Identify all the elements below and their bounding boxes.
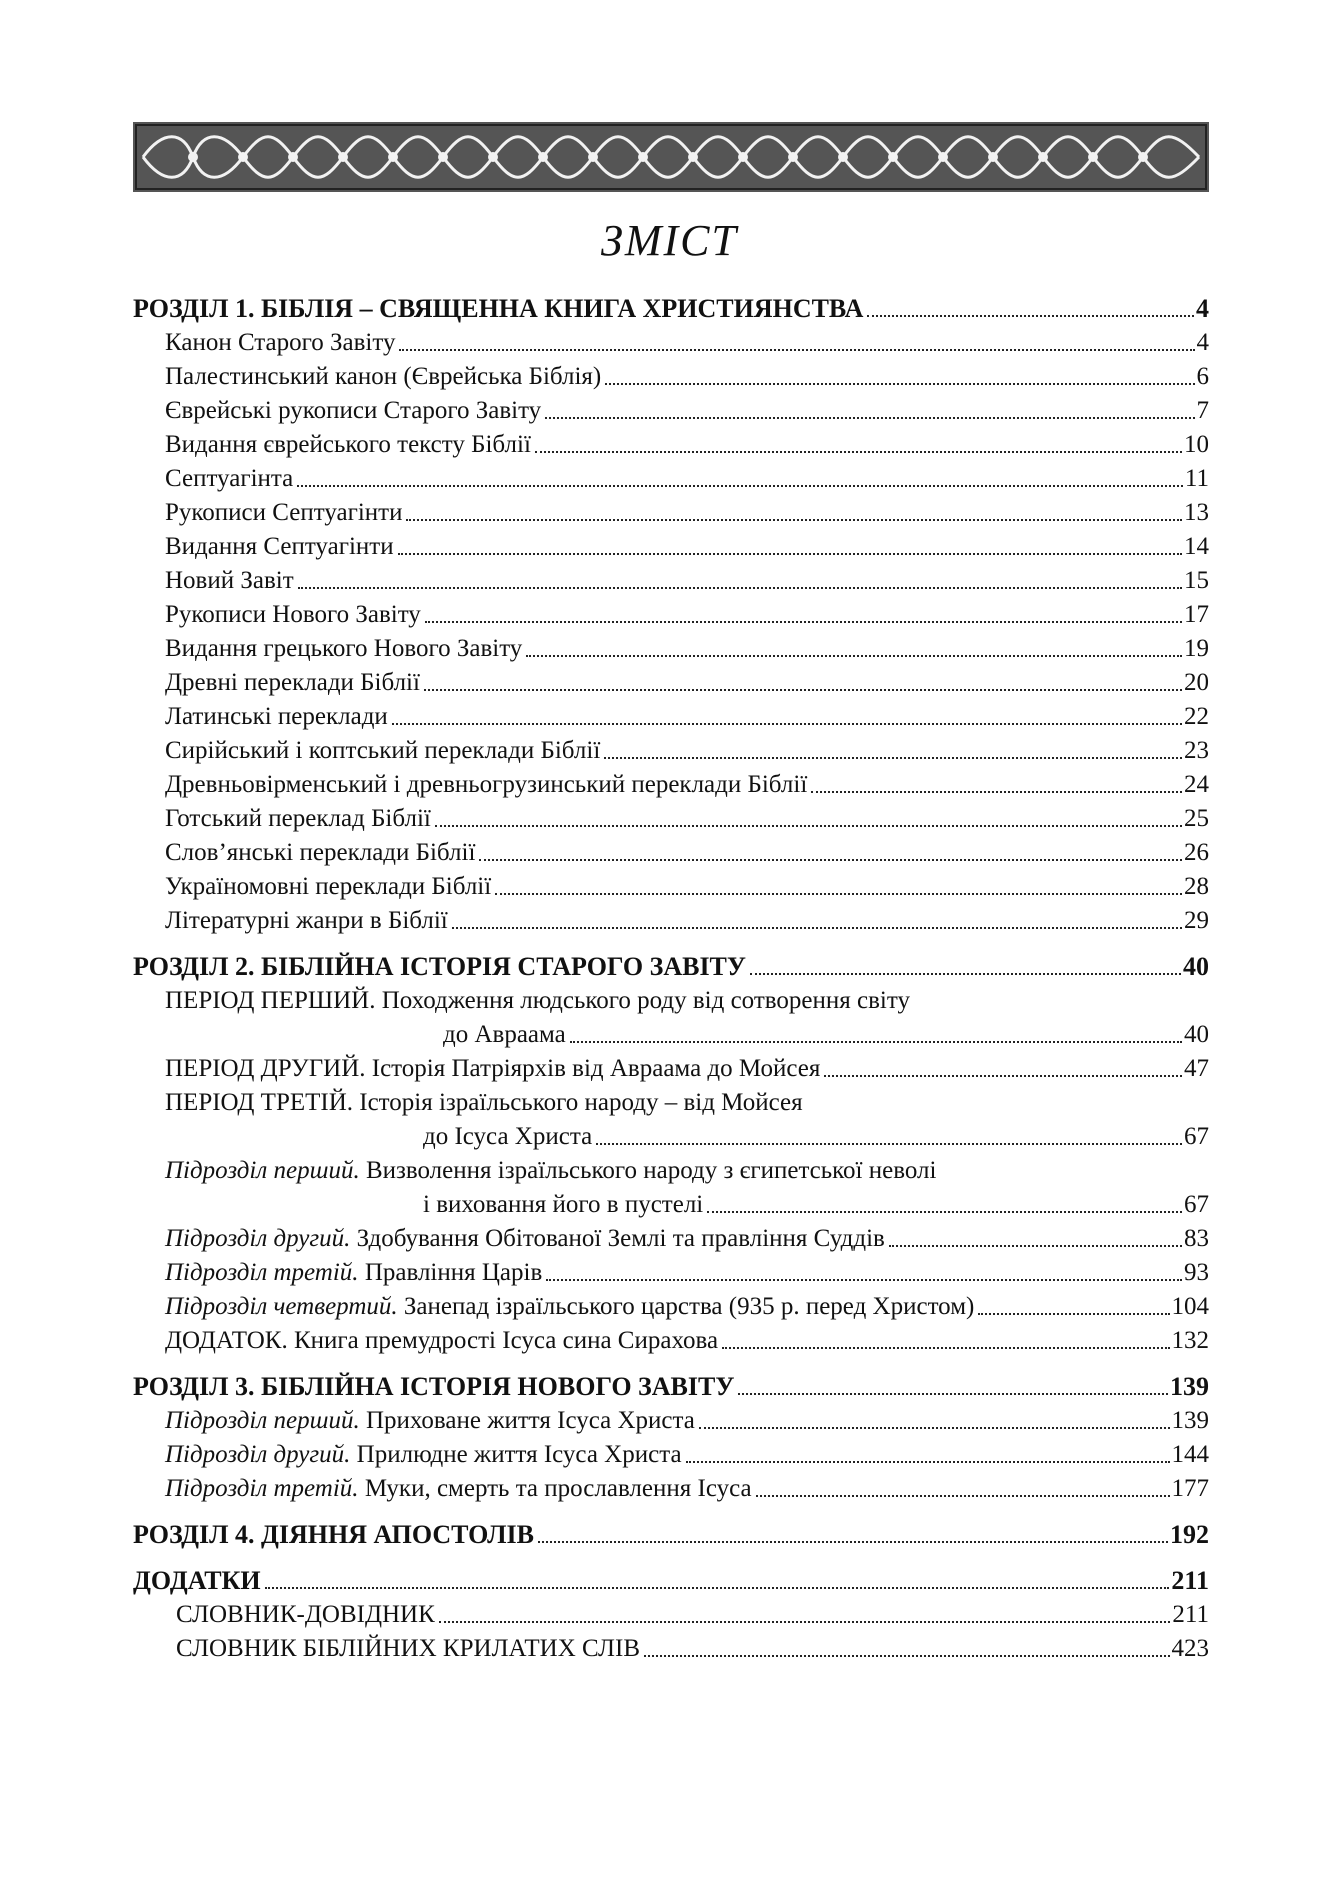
leader-dots [978,1313,1169,1315]
page-title: ЗМІСТ [601,216,738,265]
table-of-contents [133,290,1209,1664]
toc-entry-title: Прилюдне життя Ісуса Христа [356,1441,682,1468]
toc-entry[interactable] [133,596,1209,630]
leader-dots [439,1621,1171,1623]
toc-entry-page: 139 [1171,1407,1209,1434]
toc-entry-page: 15 [1184,567,1209,594]
toc-entry-continuation[interactable] [133,1186,1209,1220]
toc-entry-continuation[interactable] [133,1016,1209,1050]
toc-entry[interactable] [133,1050,1209,1084]
toc-entry[interactable] [133,358,1209,392]
leader-dots [435,825,1182,827]
toc-entry-page: 211 [1172,1601,1209,1628]
leader-dots [756,1495,1170,1497]
toc-entry-title: Єврейські рукописи Старого Завіту [165,397,542,424]
toc-entry-title: ПЕРІОД ДРУГИЙ. Історія Патріярхів від Авраама до Мойсея [165,1055,821,1082]
toc-entry[interactable] [133,868,1209,902]
toc-entry-page: 192 [1170,1520,1209,1549]
toc-entry-page: 7 [1196,397,1209,424]
toc-entry[interactable] [133,392,1209,426]
leader-dots [722,1347,1169,1349]
toc-entry-page: 40 [1183,952,1209,981]
toc-entry-page: 20 [1184,669,1209,696]
toc-entry-page: 28 [1184,873,1209,900]
toc-entry-title: Новий Завіт [165,567,294,594]
toc-entry-page: 26 [1184,839,1209,866]
leader-dots [479,859,1182,861]
leader-dots [399,349,1194,351]
toc-entry-title: Рукописи Септуагінти [165,499,403,526]
leader-dots [889,1245,1182,1247]
leader-dots [538,1541,1168,1543]
subsection-label: Підрозділ другий. [165,1225,351,1252]
toc-entry-page: 139 [1170,1372,1209,1401]
subsection-label: Підрозділ третій. [165,1475,359,1502]
toc-entry-title: Видання єврейського тексту Біблії [165,431,531,458]
leader-dots [406,519,1182,521]
toc-entry-page: 132 [1171,1327,1209,1354]
leader-dots [605,383,1194,385]
toc-entry-title: ПЕРІОД ТРЕТІЙ. Історія ізраїльського народу – від Мойсея [165,1089,803,1116]
toc-entry[interactable] [133,982,1209,1016]
toc-entry-title: РОЗДІЛ 3. БІБЛІЙНА ІСТОРІЯ НОВОГО ЗАВІТУ [133,1372,735,1401]
toc-entry-title: Видання Септуагінти [165,533,394,560]
toc-entry[interactable] [133,290,1209,324]
toc-entry[interactable] [133,528,1209,562]
toc-entry[interactable] [133,630,1209,664]
toc-entry-page: 144 [1171,1441,1209,1468]
toc-entry-title: СЛОВНИК БІБЛІЙНИХ КРИЛАТИХ СЛІВ [176,1635,641,1662]
toc-entry-title: Здобування Обітованої Землі та правління Суддів [356,1225,885,1252]
toc-entry[interactable] [133,1288,1209,1322]
toc-entry[interactable] [133,1368,1209,1402]
toc-entry-title: Видання грецького Нового Завіту [165,635,523,662]
toc-entry-page: 104 [1171,1293,1209,1320]
toc-entry-page: 83 [1184,1225,1209,1252]
toc-entry[interactable] [133,948,1209,982]
subsection-label: Підрозділ четвертий. [165,1293,398,1320]
leader-dots [867,315,1194,317]
toc-entry[interactable] [133,460,1209,494]
leader-dots [644,1655,1169,1657]
leader-dots [297,485,1183,487]
toc-entry-title: Канон Старого Завіту [165,329,396,356]
toc-entry-page: 11 [1184,465,1209,492]
toc-entry-page: 67 [1184,1123,1209,1150]
leader-dots [398,553,1182,555]
leader-dots [824,1075,1182,1077]
leader-dots [570,1041,1182,1043]
leader-dots [452,927,1182,929]
toc-entry-page: 93 [1184,1259,1209,1286]
leader-dots [265,1587,1170,1589]
toc-entry-page: 17 [1184,601,1209,628]
leader-dots [495,893,1182,895]
toc-entry[interactable] [133,1630,1209,1664]
toc-entry[interactable] [133,732,1209,766]
subsection-label: Підрозділ другий. [165,1441,351,1468]
toc-entry-page: 29 [1184,907,1209,934]
toc-entry-page: 47 [1184,1055,1209,1082]
toc-entry[interactable] [133,1402,1209,1436]
leader-dots [596,1143,1182,1145]
toc-entry-title: до Авраама [443,1021,566,1048]
toc-entry-title: ДОДАТОК. Книга премудрості Ісуса сина Сирахова [165,1327,719,1354]
toc-entry-page: 4 [1196,294,1209,323]
toc-entry[interactable] [133,698,1209,732]
toc-entry[interactable] [133,800,1209,834]
toc-entry-page: 13 [1184,499,1209,526]
leader-dots [424,689,1182,691]
toc-entry-page: 23 [1184,737,1209,764]
toc-entry[interactable] [133,766,1209,800]
toc-entry[interactable] [133,562,1209,596]
toc-entry-title: Визволення ізраїльського народу з єгипетської неволі [365,1157,937,1184]
toc-entry[interactable] [133,1084,1209,1118]
leader-dots [546,1279,1182,1281]
toc-entry-title: Септуагінта [165,465,294,492]
toc-entry-title: РОЗДІЛ 1. БІБЛІЯ – СВЯЩЕННА КНИГА ХРИСТИЯНСТВА [133,294,864,323]
toc-entry-page: 14 [1184,533,1209,560]
leader-dots [811,791,1182,793]
toc-entry-title: РОЗДІЛ 4. ДІЯННЯ АПОСТОЛІВ [133,1520,534,1549]
toc-entry-title: до Ісуса Христа [423,1123,593,1150]
toc-entry-continuation[interactable] [133,1118,1209,1152]
decorative-ornament-border [133,122,1209,192]
toc-entry[interactable] [133,1220,1209,1254]
toc-entry-title: і виховання його в пустелі [423,1191,704,1218]
subsection-label: Підрозділ перший. [165,1157,360,1184]
toc-entry-title: Древньовірменський і древньогрузинський переклади Біблії [165,771,808,798]
toc-entry-title: Древні переклади Біблії [165,669,420,696]
toc-entry[interactable] [133,1254,1209,1288]
toc-entry[interactable] [133,834,1209,868]
toc-entry-page: 40 [1184,1021,1209,1048]
toc-entry-page: 4 [1196,329,1209,356]
toc-entry[interactable] [133,1562,1209,1596]
toc-entry-title: Муки, смерть та прославлення Ісуса [364,1475,752,1502]
toc-entry[interactable] [133,902,1209,936]
toc-entry-page: 423 [1171,1635,1209,1662]
toc-entry-title: Приховане життя Ісуса Христа [365,1407,695,1434]
toc-entry[interactable] [133,1470,1209,1504]
toc-entry[interactable] [133,1596,1209,1630]
subsection-label: Підрозділ третій. [165,1259,359,1286]
toc-entry-title: Готський переклад Біблії [165,805,431,832]
ornament-icon [133,122,1209,192]
toc-entry[interactable] [133,494,1209,528]
toc-entry-page: 67 [1184,1191,1209,1218]
toc-entry-title: Літературні жанри в Біблії [165,907,448,934]
toc-entry-title: Слов’янські переклади Біблії [165,839,476,866]
toc-entry-title: Сирійський і коптський переклади Біблії [165,737,601,764]
toc-entry-page: 10 [1184,431,1209,458]
toc-entry-title: Правління Царів [364,1259,543,1286]
toc-entry-title: Україномовні переклади Біблії [165,873,492,900]
toc-entry-page: 24 [1184,771,1209,798]
leader-dots [686,1461,1170,1463]
leader-dots [535,451,1182,453]
leader-dots [707,1211,1182,1213]
toc-entry-title: Палестинський канон (Єврейська Біблія) [165,363,602,390]
leader-dots [545,417,1194,419]
leader-dots [425,621,1182,623]
leader-dots [392,723,1182,725]
leader-dots [298,587,1182,589]
toc-entry-page: 25 [1184,805,1209,832]
toc-entry-page: 6 [1196,363,1209,390]
toc-entry-page: 211 [1171,1566,1209,1595]
toc-entry[interactable] [133,426,1209,460]
leader-dots [526,655,1182,657]
toc-entry-title: СЛОВНИК-ДОВІДНИК [176,1601,435,1628]
toc-entry-page: 177 [1171,1475,1209,1502]
leader-dots [604,757,1182,759]
toc-entry[interactable] [133,324,1209,358]
toc-entry[interactable] [133,1152,1209,1186]
toc-entry[interactable] [133,664,1209,698]
toc-entry-title: РОЗДІЛ 2. БІБЛІЙНА ІСТОРІЯ СТАРОГО ЗАВІТУ [133,952,746,981]
toc-entry-title: Рукописи Нового Завіту [165,601,421,628]
toc-entry-page: 22 [1184,703,1209,730]
toc-entry[interactable] [133,1516,1209,1550]
toc-entry[interactable] [133,1322,1209,1356]
leader-dots [699,1427,1170,1429]
toc-entry-page: 19 [1184,635,1209,662]
leader-dots [738,1393,1168,1395]
toc-entry-title: ПЕРІОД ПЕРШИЙ. Походження людського роду від сотворення світу [165,987,910,1014]
toc-entry-title: Латинські переклади [165,703,388,730]
toc-entry-title: ДОДАТКИ [133,1566,261,1595]
toc-entry[interactable] [133,1436,1209,1470]
subsection-label: Підрозділ перший. [165,1407,360,1434]
toc-entry-title: Занепад ізраїльського царства (935 р. перед Христом) [403,1293,975,1320]
leader-dots [750,973,1181,975]
